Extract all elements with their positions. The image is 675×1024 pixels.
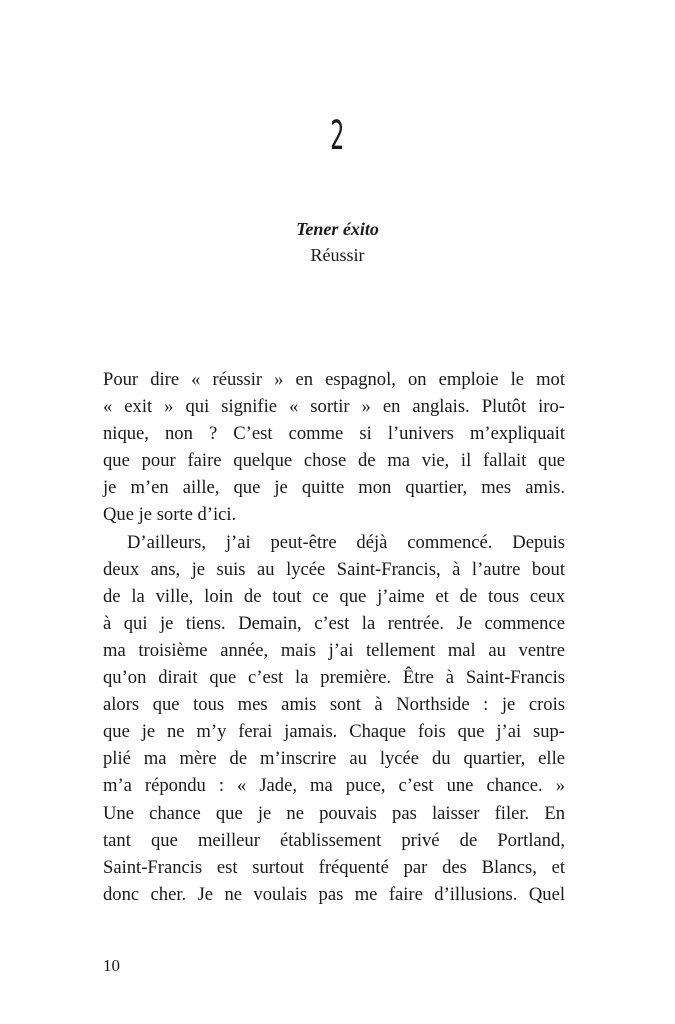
text-line: m’a répondu : « Jade, ma puce, c’est une chance. » <box>103 775 565 797</box>
text-line: deux ans, je suis au lycée Saint-Francis, à l’autre bout <box>103 558 565 580</box>
text-line: donc cher. Je ne voulais pas me faire d’illusions. Quel <box>103 883 565 905</box>
text-line: à qui je tiens. Demain, c’est la rentrée. Je commence <box>103 612 565 634</box>
epigraph-spanish: Tener éxito <box>296 219 379 239</box>
text-line: que pour faire quelque chose de ma vie, il fallait que <box>103 450 565 472</box>
text-line: Saint-Francis est surtout fréquenté par des Blancs, et <box>103 856 565 878</box>
text-line: que je ne m’y ferai jamais. Chaque fois que j’ai sup- <box>103 721 565 743</box>
chapter-number: 2 <box>330 113 345 159</box>
text-line: Une chance que je ne pouvais pas laisser filer. En <box>103 802 565 824</box>
text-line: « exit » qui signifie « sortir » en anglais. Plutôt iro- <box>103 396 565 418</box>
text-line: Pour dire « réussir » en espagnol, on emploie le mot <box>103 369 565 390</box>
page-number: 10 <box>103 956 120 975</box>
text-line: je m’en aille, que je quitte mon quartier, mes amis. <box>103 477 565 499</box>
text-line: alors que tous mes amis sont à Northside : je crois <box>103 694 565 716</box>
text-line: D’ailleurs, j’ai peut-être déjà commencé. Depuis <box>127 531 565 553</box>
text-line: nique, non ? C’est comme si l’univers m’expliquait <box>103 423 565 445</box>
text-line: ma troisième année, mais j’ai tellement mal au ventre <box>103 639 565 661</box>
text-line: tant que meilleur établissement privé de Portland, <box>103 829 565 851</box>
epigraph-french: Réussir <box>310 245 365 265</box>
text-line: de la ville, loin de tout ce que j’aime et de tous ceux <box>103 585 565 607</box>
body-text <box>103 366 565 908</box>
text-line: plié ma mère de m’inscrire au lycée du quartier, elle <box>103 748 565 770</box>
chapter-epigraph <box>0 216 675 268</box>
text-line: Que je sorte d’ici. <box>103 504 237 526</box>
text-line: qu’on dirait que c’est la première. Être à Saint-Francis <box>103 667 565 689</box>
